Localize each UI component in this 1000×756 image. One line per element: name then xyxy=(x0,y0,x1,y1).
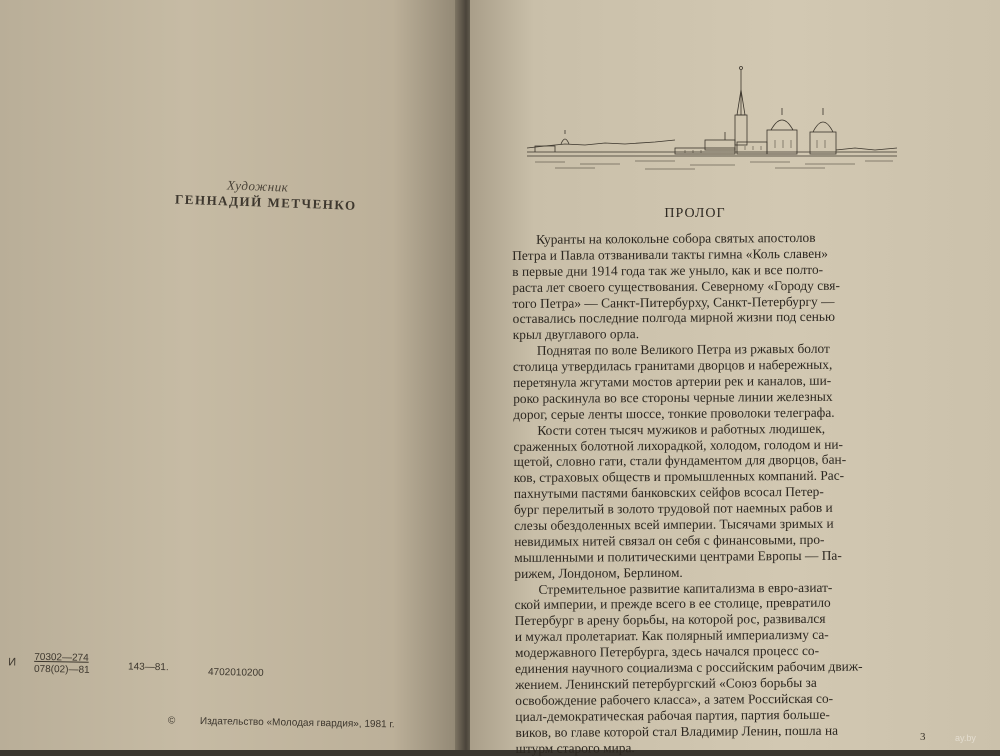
text-line: бург перелитый в золото трудовой пот наемных рабов и xyxy=(513,499,833,518)
text-line: Петра и Павла отзванивали такты гимна «Коль славен» xyxy=(512,245,829,263)
text-line: невидимых нитей связал он себя с финансовыми, про- xyxy=(514,531,825,549)
prologue-text xyxy=(512,229,916,756)
copyright-line xyxy=(167,715,468,731)
text-line: перетянула жгутами мостов артерии рек и каналов, ши- xyxy=(512,372,832,391)
text-line: единения научного социализма с российским рабочим движ- xyxy=(514,658,863,677)
left-page xyxy=(0,0,462,750)
page-number: 3 xyxy=(920,731,926,743)
imprint-code-3: 143—81. xyxy=(127,661,169,674)
text-line: сраженных болотной лихорадкой, холодом, голодом и ни- xyxy=(513,436,844,454)
text-line: мышленными и политическими центрами Европы — Па- xyxy=(514,547,842,565)
city-skyline-illustration xyxy=(525,60,900,185)
imprint-code-4: 4702010200 xyxy=(207,666,264,679)
watermark-text: ay.by xyxy=(955,733,976,743)
text-line: ков, страховых обществ и промышленных компаний. Рас- xyxy=(513,468,845,486)
text-line: роко раскинула во все стороны черные линии железных xyxy=(513,388,833,406)
text-line: модержавного Петербурга, здесь начался процесс со- xyxy=(514,643,820,661)
publisher-text: Издательство «Молодая гвардия», 1981 г. xyxy=(199,715,395,731)
text-line: слезы обездоленных всей империи. Тысячами зримых и xyxy=(513,515,834,534)
text-line: жением. Ленинский петербургский «Союз борьбы за xyxy=(515,674,817,692)
text-line: освобождение рабочего класса», а затем Российская со- xyxy=(515,690,834,708)
text-line: столица утвердилась гранитами дворцов и набережных, xyxy=(512,356,833,375)
text-line: рижем, Лондоном, Берлином. xyxy=(514,564,683,581)
text-line: ской империи, и прежде всего в ее столице, превратило xyxy=(514,595,831,613)
text-line: циал-демократическая рабочая партия, партия больше- xyxy=(515,706,830,724)
text-line: штурм старого мира. xyxy=(515,739,635,756)
text-line: и мужал пролетариат. Как полярный империализму са- xyxy=(514,627,829,645)
imprint-letter: И xyxy=(8,656,17,669)
imprint-codes xyxy=(8,651,309,692)
imprint-code-1: 70302—274 xyxy=(34,651,89,664)
text-line: Поднятая по воле Великого Петра из ржавых болот xyxy=(536,341,830,359)
text-line: Куранты на колокольне собора святых апостолов xyxy=(535,229,816,247)
text-line: виков, во главе которой стал Владимир Ленин, пошла на xyxy=(515,722,839,740)
text-line: дорог, серые ленты шоссе, тонкие проволоки телеграфа. xyxy=(513,404,835,422)
artist-label: Художник xyxy=(226,177,289,195)
text-line: щетой, словно гати, стали фундаментом для дворцов, бан- xyxy=(513,452,847,470)
chapter-title: ПРОЛОГ xyxy=(664,206,726,221)
text-line: Кости сотен тысяч мужиков и работных людишек, xyxy=(537,420,826,438)
imprint-code-2: 078(02)—81 xyxy=(33,663,90,676)
text-line: Петербург в арену борьбы, на которой рос, развивался xyxy=(514,611,826,629)
text-line: пахнутыми пастями банковских сейфов всосал Петер- xyxy=(513,484,824,502)
text-line: того Петра» — Санкт-Питербурху, Санкт-Петербургу — xyxy=(512,293,835,311)
text-line: Стремительное развитие капитализма в евро-азиат- xyxy=(538,579,833,597)
text-line: в первые дни 1914 года так же уныло, как и все полто- xyxy=(512,261,824,279)
text-line: оставались последние полгода мирной жизни под сенью xyxy=(512,309,836,327)
text-line: крыл двуглавого орла. xyxy=(512,326,640,343)
text-line: раста лет своего существования. Северному «Городу свя- xyxy=(512,277,840,295)
artist-name: ГЕННАДИЙ МЕТЧЕНКО xyxy=(174,191,357,213)
copyright-symbol: © xyxy=(167,715,176,727)
